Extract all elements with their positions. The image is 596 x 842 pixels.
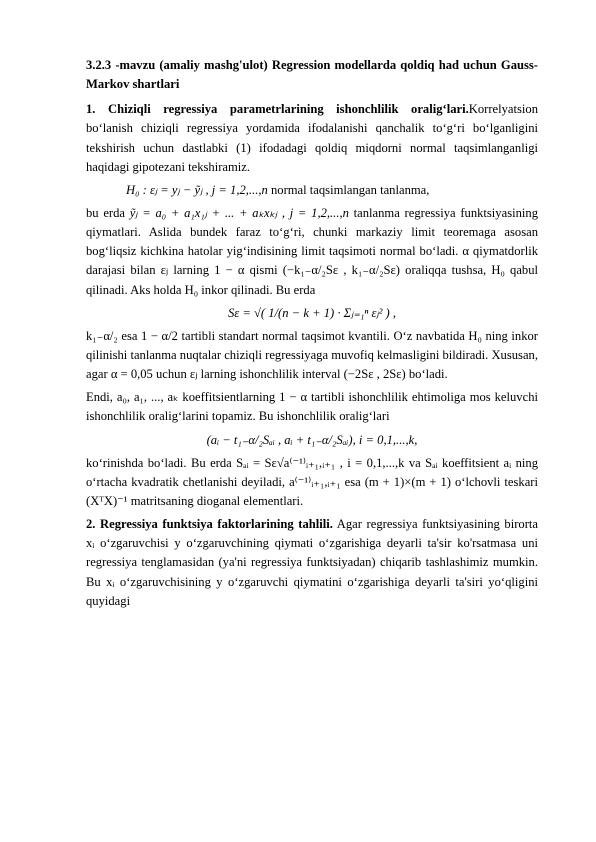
paragraph-3: k₁₋α/₂ esa 1 − α/2 tartibli standart normal taqsimot kvantili. O‘z navbatida H₀ ning inkor qilinishi tanlanma nuqtalar chiziqli regressiyaga muvofiq kelmasligini bildiradi. Xususan, agar α = 0,05 uchun εⱼ larning ishonchlilik interval (−2Sε , 2Sε) bo‘ladi.: [86, 328, 538, 382]
subsection-1-title: 1. Chiziqli regressiya parametrlarining ishonchlilik oralig‘lari.: [86, 102, 469, 117]
paragraph-2-lead: bu erda: [86, 205, 130, 220]
paragraph-6: [86, 515, 538, 611]
paragraph-2-text: tanlanma regressiya funktsiyasining qiymatlari. Aslida bundek faraz to‘g‘ri, chunki markaziy limit teoremaga asosan bog‘liqsiz kichkina hatolar yig‘indisining limit taqsimoti normal bo‘ladi. α qiymatdorlik darajasi bilan εⱼ larning 1 − α qismi (−k₁₋α/₂Sε , k₁₋α/₂Sε) oraliqqa tushsa, H₀ qabul qilinadi. Aks holda H₀ inkor qilinadi. Bu erda: [86, 205, 538, 297]
equation-hypothesis: [86, 181, 538, 200]
paragraph-5: ko‘rinishda bo‘ladi. Bu erda Sₐᵢ = Sε√a⁽⁻¹⁾ᵢ₊₁,ᵢ₊₁ , i = 0,1,...,k va Sₐᵢ koeffitsient aᵢ ning o‘rtacha kvadratik chetlanishi deyiladi, a⁽⁻¹⁾ᵢ₊₁,ᵢ₊₁ esa (m + 1)×(m + 1) o‘lchovli teskari (XᵀX)⁻¹ matritsaning dioganal elementlari.: [86, 455, 538, 508]
equation-h0: H₀ : εⱼ = yⱼ − ỹⱼ , j = 1,2,...,n: [126, 182, 268, 197]
equation-confidence-interval: (aᵢ − t₁₋α/₂Sₐᵢ , aᵢ + t₁₋α/₂Sₐᵢ), i = 0,1,...,k,: [206, 432, 418, 447]
section-heading: 3.2.3 -mavzu (amaliy mashg'ulot) Regression modellarda qoldiq had uchun Gauss-Markov shartlari: [86, 58, 538, 92]
paragraph-1-text: Korrelyatsion bo‘lanish chiziqli regressiya yordamida ifodalanishi qanchalik to‘g‘ri bo‘lganligini tekshirish uchun dastlabki (1) ifodadagi qoldiq miqdorni normal taqsimlanganligi haqidagi gipotezani tekshiramiz.: [86, 102, 538, 174]
equation-s-epsilon: Sε = √( 1/(n − k + 1) · Σⱼ₌₁ⁿ εⱼ² ) ,: [227, 305, 397, 320]
equation-h0-tail: normal taqsimlangan tanlanma,: [267, 182, 430, 197]
paragraph-1: [86, 100, 538, 177]
paragraph-4: Endi, a₀, a₁, ..., aₖ koeffitsientlarning 1 − α tartibli ishonchlilik ehtimoliga mos keluvchi ishonchlilik oralig‘larini topamiz. Bu ishonchlilik oralig‘lari: [86, 390, 538, 424]
paragraph-6-text: Agar regressiya funktsiyasining birorta xᵢ o‘zgaruvchisi y o‘zgaruvchining qiymati o‘zgarishiga deyarli ta'sir ko'rsatmasa uni regressiya tenglamasidan (ya'ni regressiya funktsiyadan) chiqarib tashlashimiz mumkin. Bu xᵢ o‘zgaruvchisining y o‘zgaruvchi qiymatini o‘zgarishiga deyarli ta'siri yo‘qligini quyidagi: [86, 517, 538, 608]
subsection-2-title: 2. Regressiya funktsiya faktorlarining tahlili.: [86, 517, 333, 532]
paragraph-2: [86, 204, 538, 300]
equation-regression: ỹⱼ = a₀ + a₁x₁ⱼ + ... + aₖxₖⱼ , j = 1,2,...,n: [129, 205, 349, 220]
